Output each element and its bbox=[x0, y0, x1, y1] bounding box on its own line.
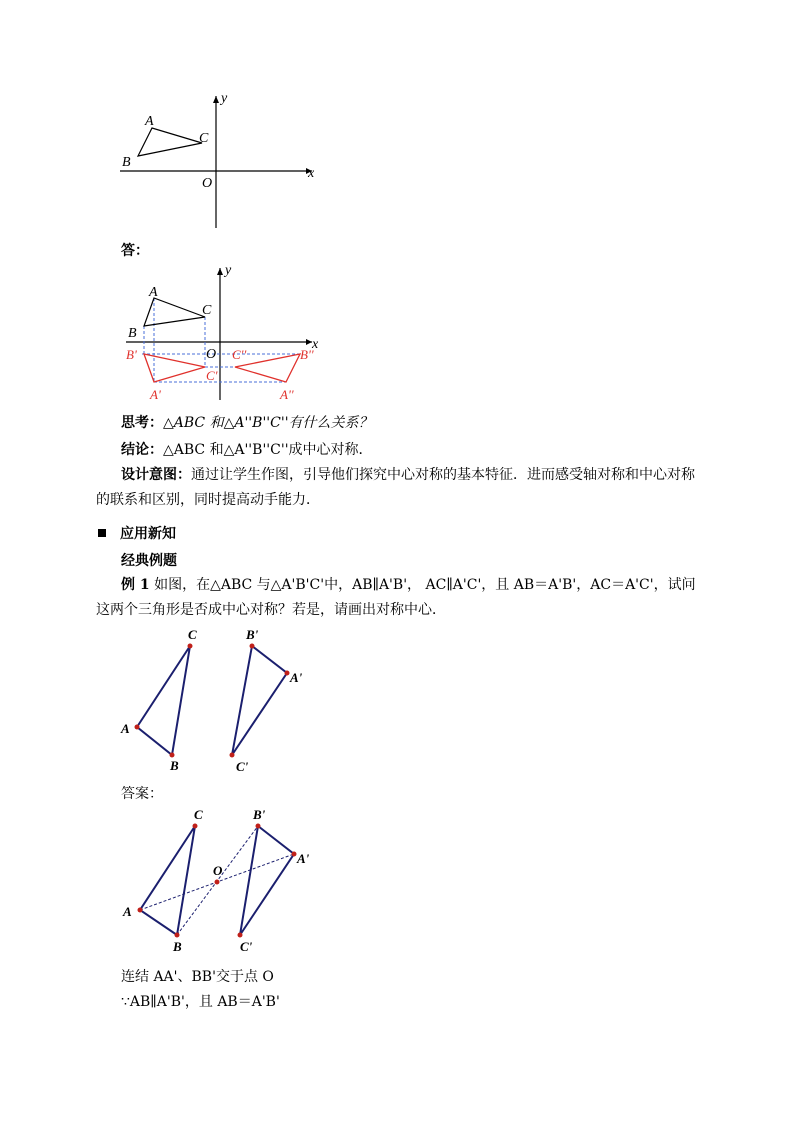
step-1: 连结 AA'、BB'交于点 O bbox=[121, 969, 274, 985]
example-text: 如图，在△ABC 与△A'B'C'中，AB∥A'B'， AC∥A'C'，且 AB＝A'B'，AC＝A'C'，试问这两个三角形是否成中心对称？若是，请画出对称中心． bbox=[96, 577, 696, 618]
triangle-abc bbox=[144, 298, 205, 326]
label-b-prime: B' bbox=[253, 807, 266, 822]
conclusion-line bbox=[121, 439, 373, 459]
label-o: O bbox=[206, 347, 217, 362]
example-label: 例 1 bbox=[121, 577, 150, 593]
label-b-double-prime: B'' bbox=[300, 347, 314, 362]
think-text: △ABC 和△A''B''C''有什么关系？ bbox=[163, 415, 373, 431]
answer-label: 答： bbox=[121, 243, 149, 259]
label-b-prime: B' bbox=[246, 627, 259, 642]
figure-two-triangles bbox=[115, 625, 315, 775]
triangle-abc bbox=[137, 646, 190, 755]
subsection-title: 经典例题 bbox=[121, 553, 177, 569]
label-x: x bbox=[312, 337, 319, 352]
label-c: C bbox=[194, 807, 203, 822]
example-1 bbox=[96, 573, 696, 623]
label-a-prime: A' bbox=[297, 851, 310, 866]
figure-center-of-symmetry bbox=[115, 805, 325, 955]
conclusion-text: △ABC 和△A''B''C''成中心对称． bbox=[163, 442, 373, 458]
triangle-abc bbox=[140, 826, 195, 935]
think-label: 思考： bbox=[121, 415, 163, 431]
label-c-prime: C' bbox=[236, 759, 249, 774]
figure-triangle-on-axes bbox=[120, 86, 330, 236]
label-x: x bbox=[308, 166, 315, 181]
label-o: O bbox=[202, 176, 213, 191]
label-o: O bbox=[213, 863, 223, 878]
label-b: B bbox=[128, 326, 137, 341]
design-text: 通过让学生作图，引导他们探究中心对称的基本特征．进而感受轴对称和中心对称的联系和区别，同时提高动手能力． bbox=[96, 467, 695, 508]
think-line bbox=[121, 412, 373, 432]
section-title bbox=[98, 523, 176, 543]
label-a: A bbox=[145, 114, 154, 129]
answer2-label: 答案： bbox=[121, 786, 163, 802]
conclusion-label: 结论： bbox=[121, 442, 163, 458]
label-a: A bbox=[123, 904, 132, 919]
point-o bbox=[215, 880, 220, 885]
triangle-abc bbox=[138, 128, 202, 156]
triangle-a1b1c1 bbox=[240, 826, 294, 935]
triangle-a1b1c1 bbox=[232, 646, 287, 755]
label-a: A bbox=[149, 285, 158, 300]
section-title-text: 应用新知 bbox=[120, 526, 176, 542]
triangle-a1b1c1 bbox=[144, 354, 205, 382]
label-y: y bbox=[225, 263, 232, 278]
figure-answer-reflections bbox=[120, 262, 330, 402]
design-label: 设计意图： bbox=[121, 467, 191, 483]
label-c-prime: C' bbox=[240, 939, 253, 954]
label-a: A bbox=[121, 721, 130, 736]
label-a-prime: A' bbox=[150, 387, 161, 402]
label-c: C bbox=[188, 627, 197, 642]
label-b: B bbox=[170, 758, 179, 773]
label-c: C bbox=[202, 303, 212, 318]
label-c-double-prime: C'' bbox=[232, 347, 247, 362]
label-b: B bbox=[122, 155, 131, 170]
label-a-prime: A' bbox=[290, 670, 303, 685]
label-b: B bbox=[173, 939, 182, 954]
design-intent bbox=[96, 463, 696, 513]
label-b-prime: B' bbox=[126, 347, 137, 362]
step-2: ∵AB∥A'B'，且 AB＝A'B' bbox=[121, 994, 280, 1010]
square-bullet-icon bbox=[98, 529, 106, 537]
label-c-prime: C' bbox=[206, 368, 218, 383]
label-y: y bbox=[221, 91, 228, 106]
label-c: C bbox=[199, 131, 209, 146]
label-a-double-prime: A'' bbox=[280, 387, 294, 402]
